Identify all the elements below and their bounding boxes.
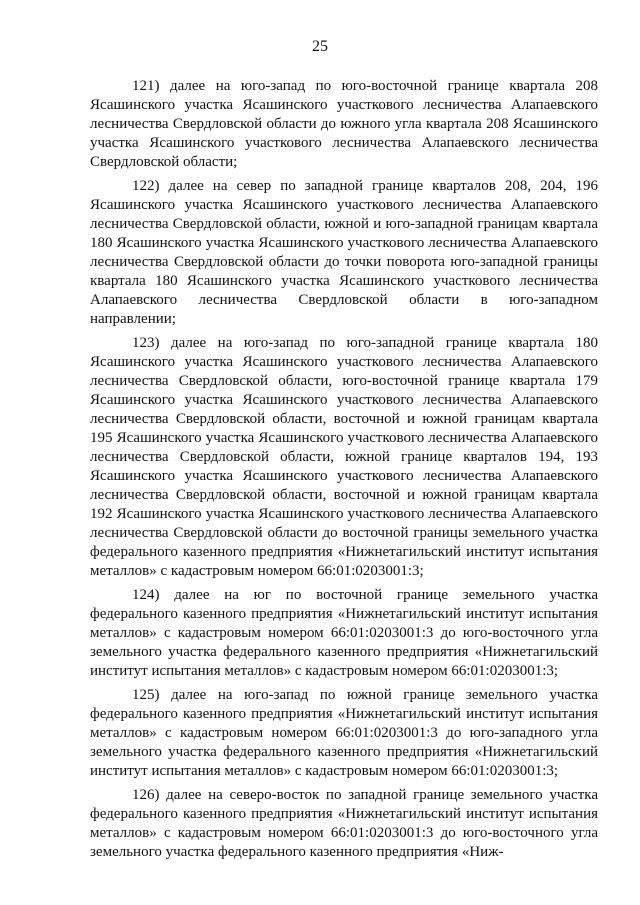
paragraph-122: 122) далее на север по западной границе кварталов 208, 204, 196 Ясашинского участка Ясашинского участкового лесничества Алапаевского лесничества Свердловской области, южной и юго-западной границам квартала 180 Ясашинского участка Ясашинского участкового лесничества Алапаевского лесничества Свердловской области до точки поворота юго-западной границы квартала 180 Ясашинского участка Ясашинского участкового лесничества Алапаевского лесничества Свердловской области в юго-западном направлении; (90, 178, 598, 327)
paragraph-126: 126) далее на северо-восток по западной границе земельного участка федерального казенного предприятия «Нижнетагильский институт испытания металлов» с кадастровым номером 66:01:0203001:3 до юго-восточного угла земельного участка федерального казенного предприятия «Ниж- (90, 787, 598, 860)
paragraph-121: 121) далее на юго-запад по юго-восточной границе квартала 208 Ясашинского участка Ясашинского участкового лесничества Алапаевского лесничества Свердловской области до южного угла квартала 208 Ясашинского участка Ясашинского участкового лесничества Алапаевского лесничества Свердловской области; (90, 78, 598, 170)
paragraph-123: 123) далее на юго-запад по юго-западной границе квартала 180 Ясашинского участка Ясашинского участкового лесничества Алапаевского лесничества Свердловской области, юго-восточной границе квартала 179 Ясашинского участка Ясашинского участкового лесничества Алапаевского лесничества Свердловской области, восточной и южной границам квартала 195 Ясашинского участка Ясашинского участкового лесничества Алапаевского лесничества Свердловской области, южной границе кварталов 194, 193 Ясашинского участка Ясашинского участкового лесничества Алапаевского лесничества Свердловской области, восточной и южной границам квартала 192 Ясашинского участка Ясашинского участкового лесничества Алапаевского лесничества Свердловской области до восточной границы земельного участка федерального казенного предприятия «Нижнетагильский институт испытания металлов» с кадастровым номером 66:01:0203001:3; (90, 335, 598, 579)
page-number: 25 (312, 38, 328, 55)
document-body (90, 77, 598, 867)
paragraph-124: 124) далее на юг по восточной границе земельного участка федерального казенного предприятия «Нижнетагильский институт испытания металлов» с кадастровым номером 66:01:0203001:3 до юго-восточного угла земельного участка федерального казенного предприятия «Нижнетагильский институт испытания металлов» с кадастровым номером 66:01:0203001:3; (90, 587, 598, 679)
paragraph-125: 125) далее на юго-запад по южной границе земельного участка федерального казенного предприятия «Нижнетагильский институт испытания металлов» с кадастровым номером 66:01:0203001:3 до юго-западного угла земельного участка федерального казенного предприятия «Нижнетагильский институт испытания металлов» с кадастровым номером 66:01:0203001:3; (90, 687, 598, 779)
